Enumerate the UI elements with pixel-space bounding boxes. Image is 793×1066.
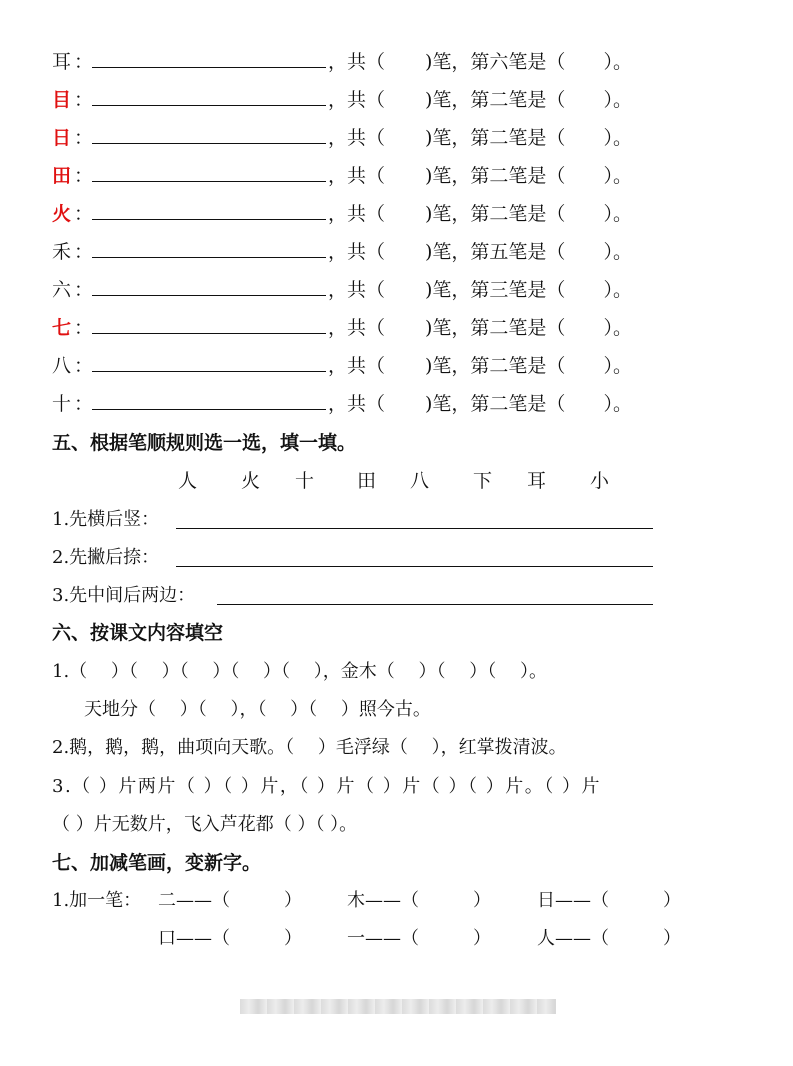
- stroke-row-char: 禾: [52, 241, 72, 263]
- section6-line-1: 1.（ ）（ ）（ ）（ ）（ ），金木（ ）（ ）（ ）。: [52, 661, 547, 682]
- stroke-row-char: 目: [52, 89, 72, 111]
- section5-item-3: 3.先中间后两边：: [52, 585, 196, 606]
- stroke-row: [52, 315, 632, 341]
- section6-line-4: 3.（ ）片两片（ ）（ ）片，（ ）片（ ）片（ ）（ ）片。（ ）片: [52, 776, 601, 797]
- add-stroke-item: 一——（ ）: [347, 928, 491, 949]
- pick-char: 八: [410, 470, 430, 492]
- stroke-row-end: ）。: [603, 165, 632, 187]
- stroke-order-blank[interactable]: [92, 87, 326, 106]
- stroke-position-text: )笔，第二笔是（: [425, 317, 566, 339]
- stroke-position-text: )笔，第二笔是（: [425, 203, 566, 225]
- stroke-row-colon: ：: [74, 51, 94, 73]
- stroke-row-colon: ：: [74, 241, 94, 263]
- stroke-count-prefix: ，共（: [328, 317, 386, 339]
- section6-line-5: （ ）片无数片，飞入芦花都（ ）（ ）。: [52, 814, 358, 835]
- stroke-count-prefix: ，共（: [328, 51, 386, 73]
- stroke-row: [52, 49, 632, 75]
- stroke-row-end: ）。: [603, 127, 632, 149]
- stroke-row-end: ）。: [603, 279, 632, 301]
- pick-char: 人: [178, 470, 198, 492]
- section5-item-2: 2.先撇后捺：: [52, 547, 160, 568]
- stroke-row-end: ）。: [603, 317, 632, 339]
- stroke-row-char: 田: [52, 165, 72, 187]
- stroke-position-text: )笔，第二笔是（: [425, 355, 566, 377]
- stroke-count-prefix: ，共（: [328, 279, 386, 301]
- stroke-row-char: 十: [52, 393, 72, 415]
- stroke-row-colon: ：: [74, 355, 94, 377]
- stroke-row: [52, 353, 632, 379]
- pick-char: 十: [295, 470, 315, 492]
- stroke-position-text: )笔，第二笔是（: [425, 89, 566, 111]
- stroke-order-blank[interactable]: [92, 49, 326, 68]
- stroke-position-text: )笔，第二笔是（: [425, 127, 566, 149]
- blurred-footer-watermark: [240, 999, 556, 1014]
- stroke-position-text: )笔，第三笔是（: [425, 279, 566, 301]
- stroke-order-blank[interactable]: [92, 239, 326, 258]
- stroke-row-colon: ：: [74, 317, 94, 339]
- stroke-row-colon: ：: [74, 165, 94, 187]
- stroke-row: [52, 125, 632, 151]
- answer-line-3[interactable]: [217, 604, 653, 605]
- stroke-row-colon: ：: [74, 279, 94, 301]
- stroke-row-char: 八: [52, 355, 72, 377]
- section6-line-2: 天地分（ ）（ ），（ ）（ ）照今古。: [84, 699, 431, 720]
- stroke-row: [52, 239, 632, 265]
- stroke-row-end: ）。: [603, 355, 632, 377]
- stroke-order-blank[interactable]: [92, 391, 326, 410]
- stroke-row-end: ）。: [603, 203, 632, 225]
- add-stroke-item: 人——（ ）: [537, 928, 681, 949]
- add-stroke-item: 木——（ ）: [347, 890, 491, 911]
- stroke-row: [52, 391, 632, 417]
- section6-heading: 六、按课文内容填空: [52, 622, 224, 644]
- stroke-row-char: 七: [52, 317, 72, 339]
- stroke-count-prefix: ，共（: [328, 393, 386, 415]
- section7-label: 1.加一笔：: [52, 890, 142, 911]
- stroke-count-prefix: ，共（: [328, 355, 386, 377]
- stroke-row-char: 耳: [52, 51, 72, 73]
- stroke-row-colon: ：: [74, 89, 94, 111]
- page-cutoff: [0, 967, 793, 981]
- stroke-row-end: ）。: [603, 89, 632, 111]
- stroke-position-text: )笔，第二笔是（: [425, 393, 566, 415]
- pick-char: 耳: [527, 470, 547, 492]
- stroke-position-text: )笔，第二笔是（: [425, 165, 566, 187]
- stroke-row-char: 火: [52, 203, 72, 225]
- add-stroke-item: 二——（ ）: [158, 890, 302, 911]
- section7-heading: 七、加减笔画，变新字。: [52, 852, 262, 874]
- answer-line-2[interactable]: [176, 566, 653, 567]
- pick-char: 田: [357, 470, 377, 492]
- add-stroke-item: 口——（ ）: [158, 928, 302, 949]
- stroke-order-blank[interactable]: [92, 277, 326, 296]
- pick-char: 下: [473, 470, 493, 492]
- stroke-row: [52, 87, 632, 113]
- stroke-row: [52, 163, 632, 189]
- stroke-order-blank[interactable]: [92, 125, 326, 144]
- stroke-order-blank[interactable]: [92, 315, 326, 334]
- stroke-row-char: 日: [52, 127, 72, 149]
- stroke-count-prefix: ，共（: [328, 89, 386, 111]
- stroke-position-text: )笔，第六笔是（: [425, 51, 566, 73]
- pick-char: 小: [590, 470, 610, 492]
- stroke-position-text: )笔，第五笔是（: [425, 241, 566, 263]
- add-stroke-item: 日——（ ）: [537, 890, 681, 911]
- stroke-count-prefix: ，共（: [328, 203, 386, 225]
- stroke-order-blank[interactable]: [92, 163, 326, 182]
- section6-line-3: 2.鹅，鹅，鹅，曲项向天歌。（ ）毛浮绿（ ），红掌拨清波。: [52, 737, 567, 758]
- stroke-order-blank[interactable]: [92, 353, 326, 372]
- stroke-row: [52, 277, 632, 303]
- stroke-row-char: 六: [52, 279, 72, 301]
- stroke-row-end: ）。: [603, 393, 632, 415]
- stroke-count-prefix: ，共（: [328, 165, 386, 187]
- stroke-row-colon: ：: [74, 203, 94, 225]
- stroke-row-colon: ：: [74, 393, 94, 415]
- stroke-row: [52, 201, 632, 227]
- section5-heading: 五、根据笔顺规则选一选，填一填。: [52, 432, 357, 454]
- stroke-order-blank[interactable]: [92, 201, 326, 220]
- section5-char-list: [0, 468, 793, 494]
- stroke-count-prefix: ，共（: [328, 241, 386, 263]
- section5-item-1: 1.先横后竖：: [52, 509, 160, 530]
- stroke-row-colon: ：: [74, 127, 94, 149]
- pick-char: 火: [241, 470, 261, 492]
- stroke-row-end: ）。: [603, 241, 632, 263]
- answer-line-1[interactable]: [176, 528, 653, 529]
- stroke-row-end: ）。: [603, 51, 632, 73]
- stroke-count-prefix: ，共（: [328, 127, 386, 149]
